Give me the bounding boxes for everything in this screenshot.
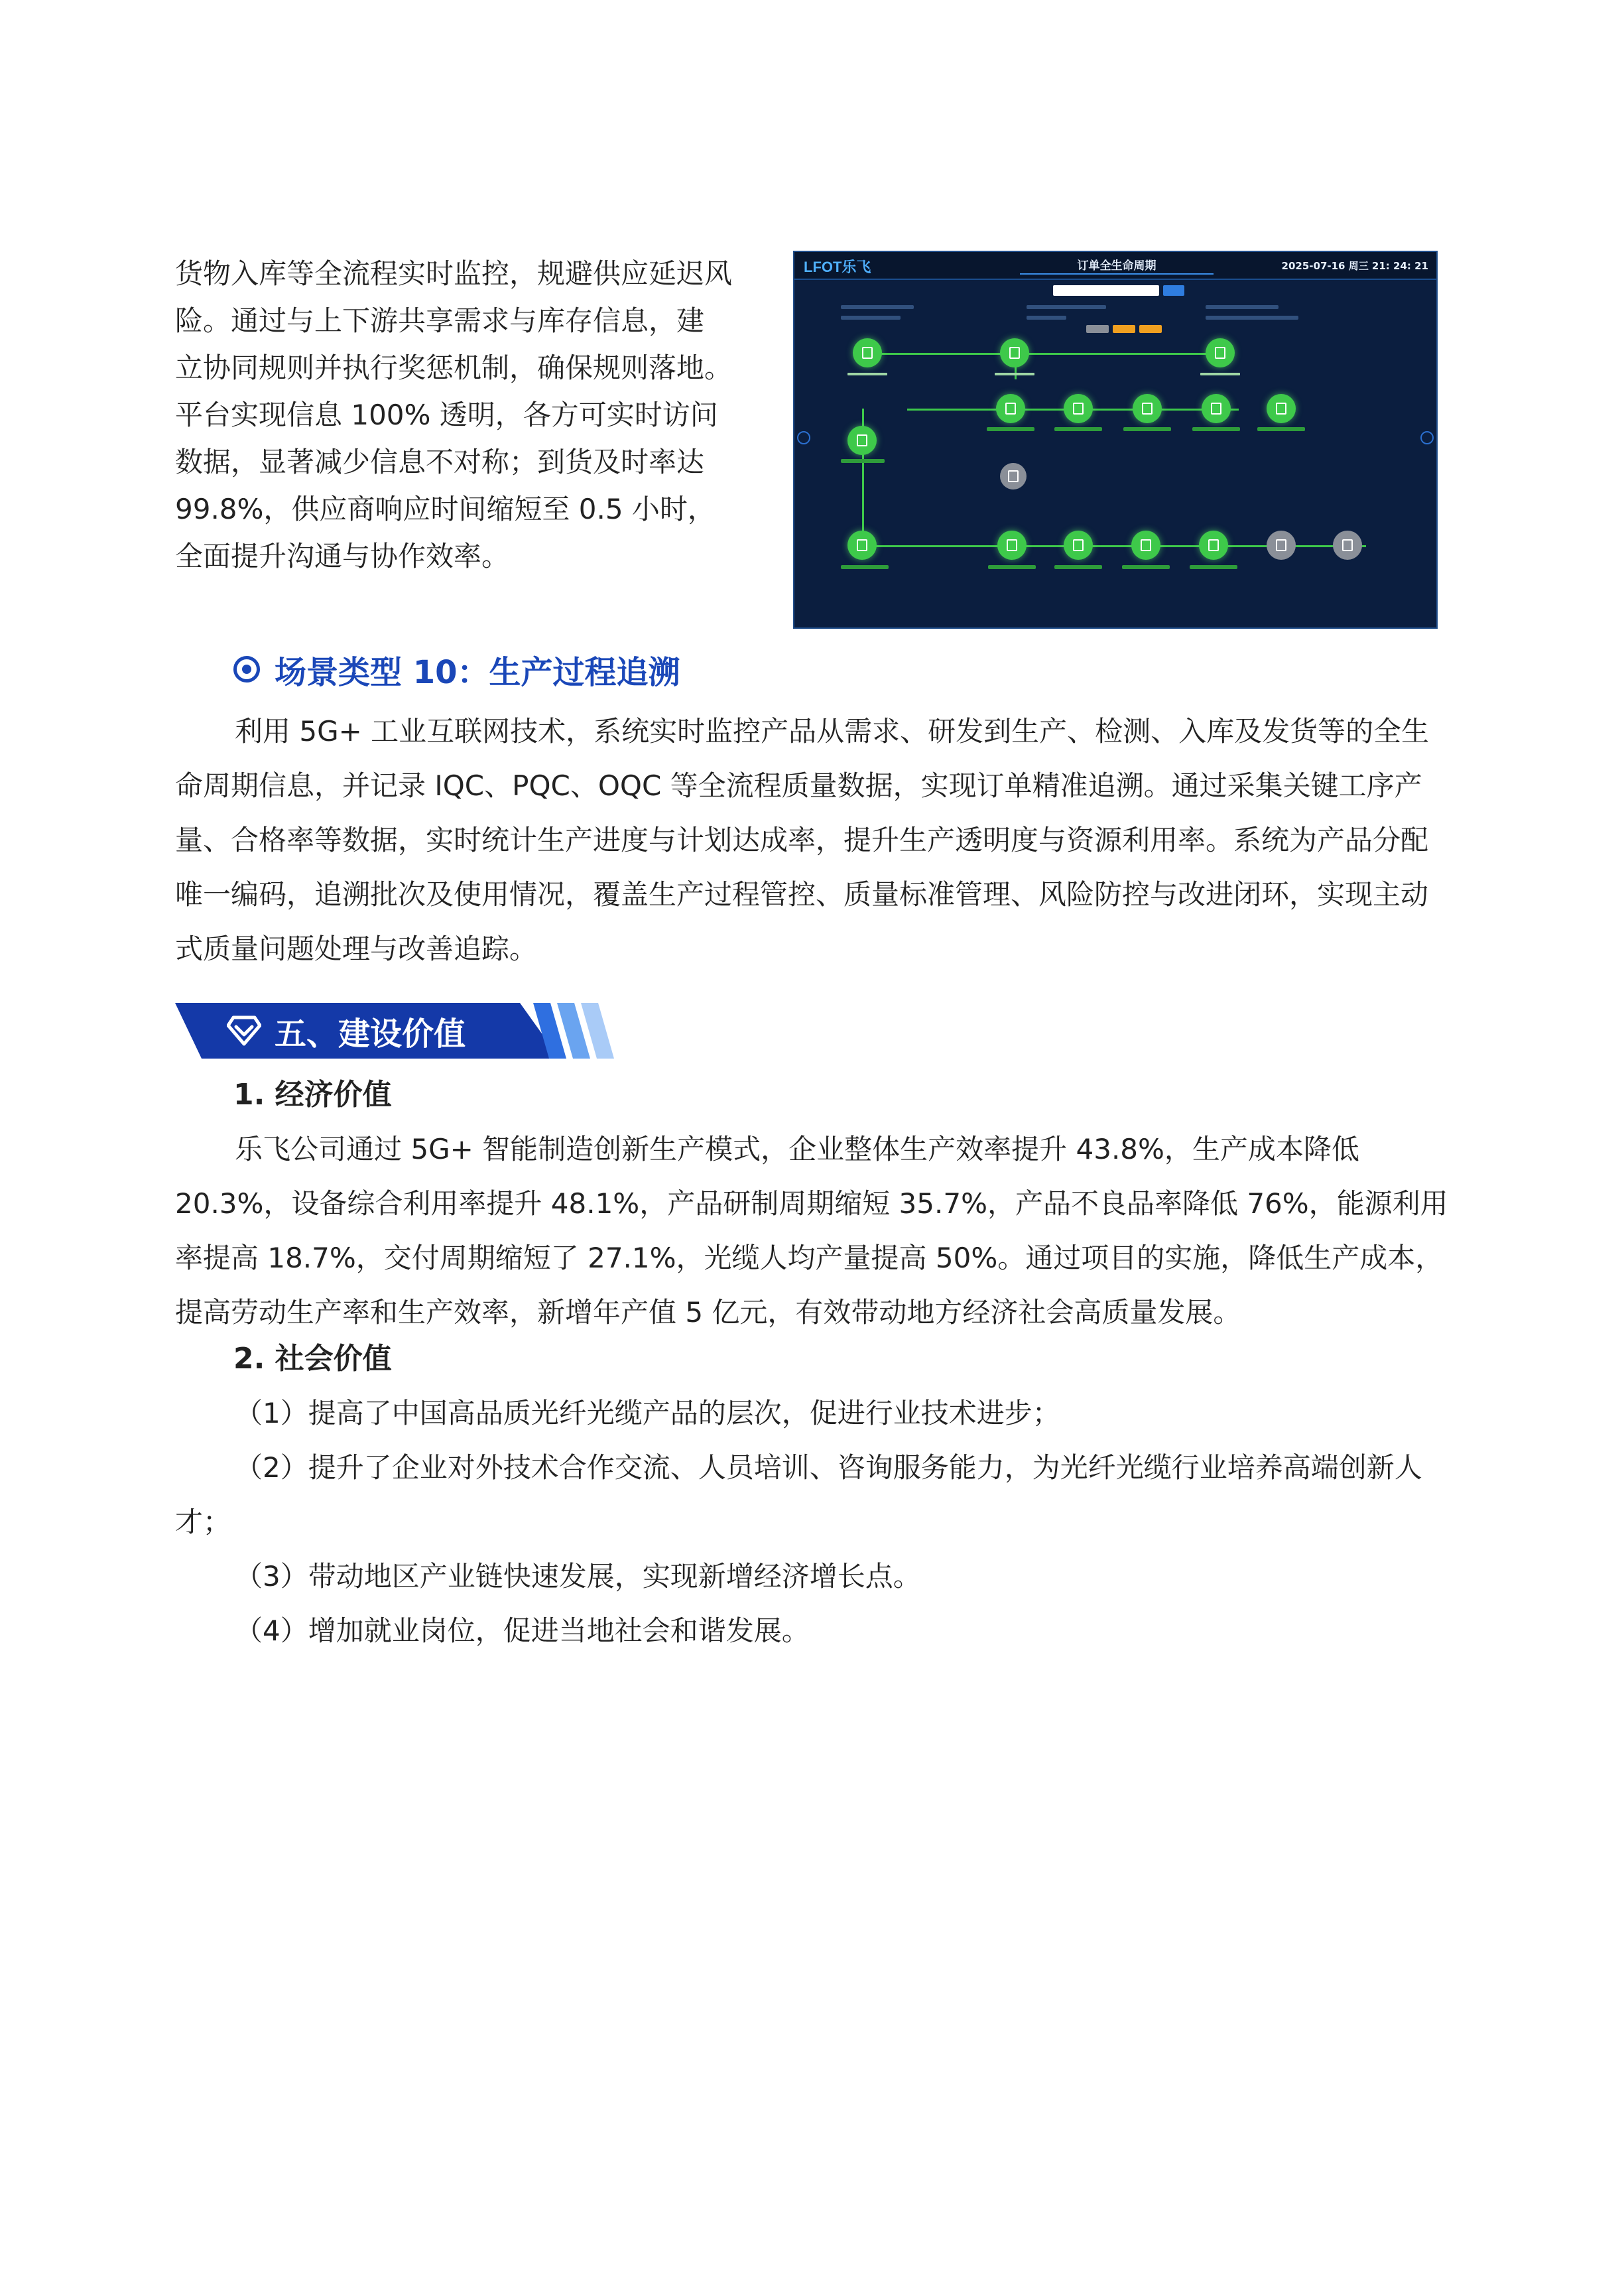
flow-node: [1206, 338, 1235, 367]
box-icon: [1009, 347, 1020, 359]
flow-node: [853, 338, 882, 367]
section-banner: [175, 1003, 626, 1059]
info-field: [841, 316, 901, 320]
info-field: [1206, 305, 1279, 309]
dashboard-title: 订单全生命周期: [1077, 259, 1156, 273]
machine-icon: [1073, 403, 1084, 415]
flow-node: [847, 426, 877, 455]
report-icon: [1276, 403, 1286, 415]
intro-line: 立协同规则并执行奖惩机制，确保规则落地。: [175, 352, 733, 384]
factory-icon: [1142, 403, 1153, 415]
scene-body: 利用 5G+ 工业互联网技术，系统实时监控产品从需求、研发到生产、检测、入库及发货等的全生命周期信息，并记录 IQC、PQC、OQC 等全流程质量数据，实现订单精准追溯。通过采集关键工序产量、合格率等数据，实时统计生产进度与计划达成率，提升生产透明度与资源利用率。系统为产品分配唯一编码，追溯批次及使用情况，覆盖生产过程管控、质量标准管理、风险防控与改进闭环，实现主动式质量问题处理与改善追踪。: [175, 715, 1430, 965]
flow-node: [1131, 531, 1160, 560]
node-progress-bar: [1054, 427, 1102, 431]
node-progress-bar: [988, 565, 1036, 569]
node-label: [1200, 373, 1240, 375]
node-progress-bar: [1054, 565, 1102, 569]
cloud-icon: [1005, 403, 1016, 415]
flow-node: [1064, 531, 1093, 560]
flow-node: [1000, 338, 1029, 367]
node-progress-bar: [1257, 427, 1305, 431]
section-title: 五、建设价值: [275, 1015, 466, 1053]
intro-line: 货物入库等全流程实时监控，规避供应延迟风: [175, 257, 733, 290]
economic-heading: 1. 经济价值: [233, 1078, 392, 1112]
intro-line: 全面提升沟通与协作效率。: [175, 540, 510, 572]
social-heading: 2. 社会价值: [233, 1342, 392, 1376]
test-icon: [1073, 539, 1084, 551]
warehouse-icon: [1008, 470, 1019, 482]
node-progress-bar: [841, 565, 889, 569]
flow-node-pending: [1333, 531, 1362, 560]
social-item: （3）带动地区产业链快速发展，实现新增经济增长点。: [235, 1560, 921, 1593]
info-field: [1027, 316, 1066, 320]
economic-body: 乐飞公司通过 5G+ 智能制造创新生产模式，企业整体生产效率提升 43.8%，生产成本降低 20.3%，设备综合利用率提升 48.1%，产品研制周期缩短 35.7%，产品不良品率降低 76%，能源利用率提高 18.7%，交付周期缩短了 27.1%，光缆人均产量提高 50%。通过项目的实施，降低生产成本，提高劳动生产率和生产效率，新增年产值 5 亿元，有效带动地方经济社会高质量发展。: [175, 1133, 1448, 1329]
flow-node-pending: [1267, 531, 1296, 560]
flow-node: [996, 394, 1025, 423]
order-lifecycle-dashboard-image: [793, 251, 1438, 629]
cable-icon: [1208, 539, 1219, 551]
factory-icon: [1211, 403, 1221, 415]
node-progress-bar: [1123, 427, 1171, 431]
flow-node: [1267, 394, 1296, 423]
node-progress-bar: [1190, 565, 1237, 569]
node-progress-bar: [987, 427, 1034, 431]
checklist-icon: [857, 539, 867, 551]
intro-line: 平台实现信息 100% 透明，各方可实时访问: [175, 399, 718, 431]
scene-heading: [233, 642, 680, 696]
dashboard-search-input: [1053, 285, 1159, 296]
intro-line: 险。通过与上下游共享需求与库存信息，建: [175, 304, 705, 337]
scene-title: 场景类型 10：生产过程追溯: [275, 653, 680, 691]
ship-icon: [1276, 539, 1286, 551]
info-field: [1027, 305, 1106, 309]
diamond-icon: [227, 1015, 261, 1047]
flow-node: [997, 531, 1027, 560]
flow-edge: [867, 353, 1225, 355]
info-field: [1206, 316, 1298, 320]
node-label: [847, 373, 887, 375]
truck-icon: [1141, 539, 1151, 551]
document-icon: [862, 347, 873, 359]
flow-node: [847, 531, 877, 560]
intro-line: 99.8%，供应商响应时间缩短至 0.5 小时，: [175, 493, 716, 525]
social-item: （2）提升了企业对外技术合作交流、人员培训、咨询服务能力，为光纤光缆行业培养高端创新人才；: [175, 1451, 1422, 1538]
social-item: （4）增加就业岗位，促进当地社会和谐发展。: [235, 1614, 810, 1647]
flow-node: [1064, 394, 1093, 423]
dashboard-header: [794, 252, 1436, 280]
play-icon: [1342, 539, 1353, 551]
flow-node-pending: [1000, 463, 1027, 489]
status-chip: [1113, 325, 1135, 333]
clipboard-icon: [1215, 347, 1225, 359]
info-field: [841, 305, 914, 309]
status-chip: [1139, 325, 1162, 333]
intro-line: 数据，显著减少信息不对称；到货及时率达: [175, 446, 705, 478]
status-chip: [1086, 325, 1109, 333]
flow-node: [1202, 394, 1231, 423]
node-label: [995, 373, 1034, 375]
scroll-left-icon: [797, 431, 810, 444]
dashboard-search-button: [1163, 285, 1184, 296]
dashboard-logo: LFOT乐飞: [804, 259, 871, 275]
home-icon: [857, 434, 867, 446]
cloud-icon: [1007, 539, 1017, 551]
flow-node: [1199, 531, 1228, 560]
node-progress-bar: [1192, 427, 1240, 431]
node-progress-bar: [841, 459, 885, 463]
target-bullet-icon: [233, 656, 260, 683]
scroll-right-icon: [1420, 431, 1434, 444]
node-progress-bar: [1122, 565, 1170, 569]
dashboard-datetime: 2025-07-16 周三 21: 24: 21: [1281, 260, 1428, 272]
flow-node: [1133, 394, 1162, 423]
social-item: （1）提高了中国高品质光纤光缆产品的层次，促进行业技术进步；: [235, 1397, 1060, 1429]
